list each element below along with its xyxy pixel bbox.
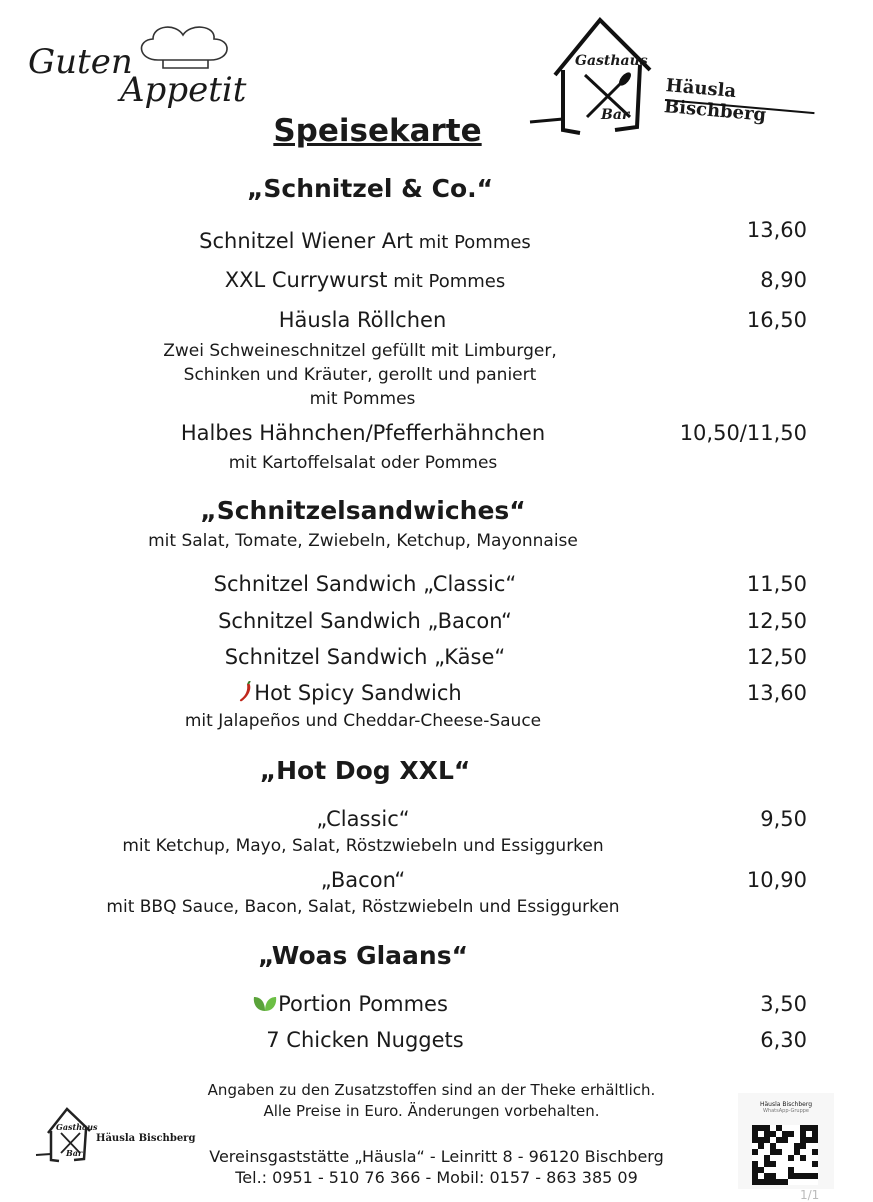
qr-module: [752, 1149, 758, 1155]
section-subheading: mit Salat, Tomate, Zwiebeln, Ketchup, Mayonnaise: [148, 531, 578, 551]
qr-module: [812, 1137, 818, 1143]
item-price: 12,50: [746, 609, 807, 633]
logo-gasthaus-label: Gasthaus: [575, 53, 648, 69]
item-name: 7 Chicken Nuggets: [266, 1028, 464, 1052]
page-marker: 1/1: [800, 1188, 820, 1202]
qr-code-card[interactable]: [738, 1093, 834, 1189]
qr-module: [788, 1131, 794, 1137]
item-name: XXL Currywurst: [224, 268, 388, 292]
qr-module: [770, 1161, 776, 1167]
qr-label: Häusla Bischberg: [759, 1101, 813, 1108]
item-description-line: mit BBQ Sauce, Bacon, Salat, Röstzwiebeln und Essiggurken: [106, 897, 620, 917]
footer-address: Vereinsgaststätte „Häusla“ - Leinritt 8 - 96120 Bischberg: [209, 1147, 664, 1166]
item-price: 13,60: [746, 218, 807, 242]
footer-logo: [34, 1105, 196, 1165]
item-description-line: Schinken und Kräuter, gerollt und paniert: [183, 365, 537, 385]
item-price: 8,90: [760, 268, 807, 292]
logo-name: Häusla Bischberg: [663, 75, 767, 126]
footer-notice: Alle Preise in Euro. Änderungen vorbehalten.: [263, 1102, 600, 1120]
logo-bar-label: Bar: [601, 107, 630, 123]
item-price: 6,30: [760, 1028, 807, 1052]
qr-code-icon: [752, 1125, 818, 1185]
item-name: „Classic“: [316, 807, 410, 831]
greeting-appetit: Appetit: [120, 70, 247, 110]
menu-item: [0, 229, 730, 253]
item-name: Schnitzel Sandwich „Classic“: [213, 572, 517, 596]
item-price: 3,50: [760, 992, 807, 1016]
item-name: Portion Pommes: [278, 992, 448, 1016]
qr-module: [812, 1149, 818, 1155]
footer-notice: Angaben zu den Zusatzstoffen sind an der Theke erhältlich.: [207, 1081, 656, 1099]
qr-module: [812, 1161, 818, 1167]
qr-module: [782, 1179, 788, 1185]
item-suffix: mit Pommes: [387, 271, 506, 292]
item-description-line: mit Ketchup, Mayo, Salat, Röstzwiebeln und Essiggurken: [122, 836, 604, 856]
item-price: 16,50: [746, 308, 807, 332]
qr-module: [800, 1155, 806, 1161]
menu-item: [0, 681, 700, 705]
chili-pepper-icon: [238, 681, 254, 703]
qr-module: [776, 1149, 782, 1155]
qr-module: [812, 1173, 818, 1179]
item-name: Schnitzel Sandwich „Bacon“: [218, 609, 512, 633]
greeting-guten: Guten: [28, 42, 133, 82]
chef-hat-icon: [128, 25, 238, 70]
qr-module: [782, 1137, 788, 1143]
item-price: 9,50: [760, 807, 807, 831]
vegan-leaf-icon: [252, 995, 278, 1013]
item-suffix: mit Pommes: [413, 232, 531, 253]
item-name: Halbes Hähnchen/Pfefferhähnchen: [180, 421, 546, 445]
item-name: Schnitzel Wiener Art: [199, 229, 414, 253]
item-price: 10,90: [746, 868, 807, 892]
guten-appetit-logo: [28, 30, 268, 110]
footer-phone: Tel.: 0951 - 510 76 366 - Mobil: 0157 - 863 385 09: [235, 1168, 638, 1187]
item-price: 12,50: [746, 645, 807, 669]
item-description-line: Zwei Schweineschnitzel gefüllt mit Limburger,: [163, 341, 557, 361]
item-description-line: mit Kartoffelsalat oder Pommes: [228, 453, 498, 473]
item-description-line: mit Jalapeños und Cheddar-Cheese-Sauce: [184, 711, 542, 731]
menu-item: [0, 268, 730, 292]
item-price: 13,60: [746, 681, 807, 705]
item-name: Häusla Röllchen: [278, 308, 447, 332]
item-name: Schnitzel Sandwich „Käse“: [224, 645, 506, 669]
page-title: Speisekarte: [273, 113, 482, 149]
section-heading-schnitzel: „Schnitzel & Co.“: [246, 174, 494, 203]
section-heading-hotdog: „Hot Dog XXL“: [259, 756, 471, 785]
item-name: Hot Spicy Sandwich: [254, 681, 462, 705]
item-name: „Bacon“: [320, 868, 406, 892]
item-price: 11,50: [746, 572, 807, 596]
qr-module: [788, 1155, 794, 1161]
menu-item: [0, 992, 700, 1016]
qr-module: [800, 1143, 806, 1149]
section-heading-sandwiches: „Schnitzelsandwiches“: [200, 496, 526, 525]
house-cutlery-icon: [34, 1105, 96, 1165]
qr-module: [758, 1143, 764, 1149]
footer-logo-gasthaus: Gasthaus: [56, 1122, 98, 1132]
section-heading-small: „Woas Glaans“: [257, 941, 469, 970]
footer-logo-bar: Bar: [66, 1148, 83, 1158]
qr-sublabel: WhatsApp-Gruppe: [762, 1108, 810, 1114]
footer-logo-name: Häusla Bischberg: [96, 1133, 196, 1144]
item-price: 10,50/11,50: [679, 421, 807, 445]
item-description-line: mit Pommes: [309, 389, 416, 409]
